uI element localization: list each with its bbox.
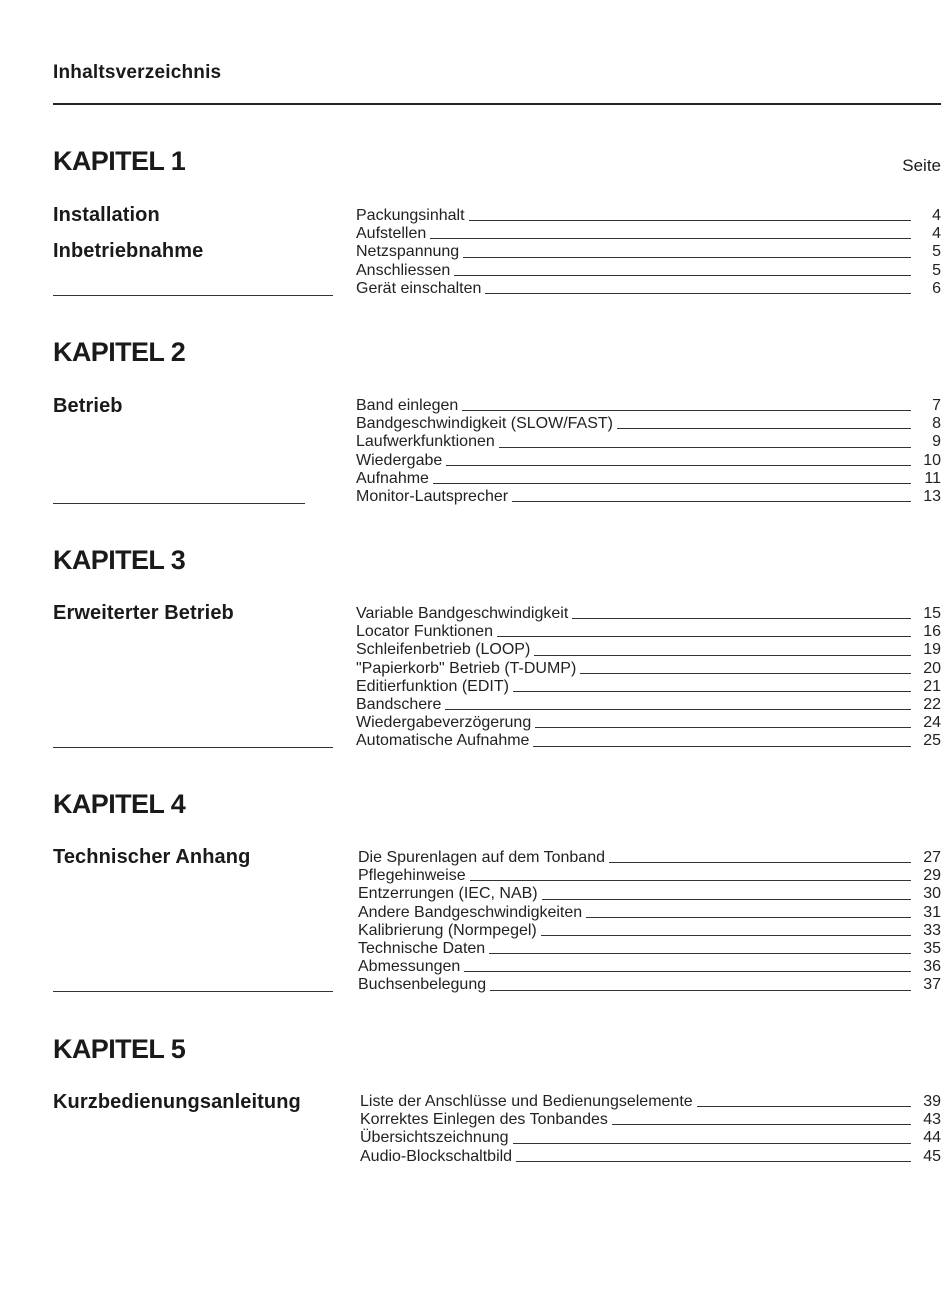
toc-leader [454,275,911,276]
section-title [53,1091,301,1127]
toc-entry-title: Pflegehinweise [358,867,466,885]
toc-entry-title: Technische Daten [358,939,486,957]
section-divider [53,503,305,504]
toc-entry-title: Gerät einschalten [356,279,482,297]
toc-leader [464,971,911,972]
toc-entry-title: Andere Bandgeschwindigkeiten [358,903,583,921]
toc-list [356,207,941,298]
toc-list [358,849,941,995]
toc-entry-title: Übersichtszeichnung [360,1129,509,1147]
toc-entry[interactable] [356,225,941,243]
toc-leader [617,428,911,429]
toc-entry[interactable] [356,660,941,678]
toc-entry[interactable] [356,605,941,623]
page-heading: Inhaltsverzeichnis [53,62,222,83]
toc-entry[interactable] [358,867,941,885]
toc-entry-title: Variable Bandgeschwindigkeit [356,605,569,622]
top-rule [53,103,941,105]
toc-leader [541,935,911,936]
toc-entry-title: Netzspannung [356,243,460,261]
toc-entry-title: Monitor-Lautsprecher [356,487,509,505]
toc-page-number: 16 [923,623,941,641]
toc-leader [463,257,911,258]
toc-page-number: 8 [932,415,941,433]
toc-entry[interactable] [356,470,941,488]
toc-leader [469,220,911,221]
toc-entry-title: Die Spurenlagen auf dem Tonband [358,849,605,866]
section-divider [53,747,333,748]
toc-entry[interactable] [356,488,941,506]
toc-entry-title: Packungsinhalt [356,207,465,224]
toc-entry[interactable] [356,415,941,433]
chapter-heading: KAPITEL 2 [53,337,186,367]
toc-page-number: 24 [923,714,941,732]
section-title [53,204,203,276]
toc-entry-title: Band einlegen [356,397,459,414]
toc-entry[interactable] [356,623,941,641]
toc-leader [497,636,911,637]
section-title [53,395,123,431]
toc-entry[interactable] [356,452,941,470]
toc-entry-title: Korrektes Einlegen des Tonbandes [360,1111,608,1129]
toc-leader [586,917,911,918]
toc-page-number: 44 [923,1129,941,1147]
chapter-heading: KAPITEL 3 [53,545,186,575]
section-title-line: Inbetriebnahme [53,240,204,262]
toc-entry[interactable] [356,397,941,415]
toc-entry[interactable] [356,243,941,261]
toc-entry[interactable] [358,958,941,976]
toc-page-number: 15 [923,605,941,622]
toc-entry-title: Liste der Anschlüsse und Bedienungselemente [360,1093,693,1110]
toc-leader [534,655,911,656]
toc-entry[interactable] [356,641,941,659]
toc-entry[interactable] [356,732,941,750]
toc-leader [446,465,911,466]
toc-page-number: 43 [923,1111,941,1129]
toc-leader [430,238,911,239]
toc-page-number: 13 [923,487,941,505]
toc-entry-title: Anschliessen [356,261,451,279]
toc-page-number: 19 [923,641,941,659]
toc-leader [470,880,911,881]
section-title-line: Erweiterter Betrieb [53,602,234,624]
section-title-line: Technischer Anhang [53,846,251,868]
toc-entry[interactable] [360,1148,941,1166]
toc-page-number: 29 [923,867,941,885]
toc-entry[interactable] [356,280,941,298]
toc-page-number: 11 [924,469,941,487]
chapter-heading: KAPITEL 4 [53,789,186,819]
toc-entry-title: "Papierkorb" Betrieb (T-DUMP) [356,659,577,677]
toc-page-number: 45 [923,1147,941,1165]
toc-page-number: 22 [923,695,941,713]
toc-leader [513,1143,911,1144]
chapter-heading: KAPITEL 1 [53,146,186,176]
toc-leader [433,483,911,484]
toc-page-number: 25 [923,732,941,750]
section-title [53,602,234,638]
toc-entry-title: Bandgeschwindigkeit (SLOW/FAST) [356,415,613,433]
page-column-label: Seite [902,156,941,175]
toc-page-number: 37 [923,976,941,994]
toc-leader [512,501,911,502]
toc-entry[interactable] [358,885,941,903]
toc-page-number: 35 [923,939,941,957]
toc-leader [535,727,911,728]
section-divider [53,295,333,296]
toc-entry-title: Schleifenbetrieb (LOOP) [356,641,531,659]
section-title [53,846,250,882]
toc-entry-title: Laufwerkfunktionen [356,433,495,451]
toc-list [356,605,941,751]
toc-entry-title: Entzerrungen (IEC, NAB) [358,885,538,903]
toc-leader [462,410,911,411]
toc-list [356,397,941,506]
toc-page-number: 7 [932,397,941,414]
toc-page-number: 5 [932,243,941,261]
toc-entry[interactable] [356,433,941,451]
toc-entry[interactable] [358,904,941,922]
toc-entry[interactable] [360,1111,941,1129]
toc-entry[interactable] [358,849,941,867]
toc-entry-title: Aufnahme [356,469,429,487]
toc-page-number: 27 [923,849,941,866]
toc-page-number: 4 [932,207,941,224]
toc-entry[interactable] [358,922,941,940]
toc-page-number: 4 [932,225,941,243]
toc-leader [609,862,911,863]
toc-page-number: 9 [932,433,941,451]
toc-entry-title: Editierfunktion (EDIT) [356,677,509,695]
toc-leader [489,953,911,954]
toc-entry-title: Abmessungen [358,958,461,976]
toc-entry-title: Buchsenbelegung [358,976,487,994]
chapter-heading: KAPITEL 5 [53,1034,186,1064]
toc-list [360,1093,941,1166]
section-divider [53,991,333,992]
toc-entry[interactable] [356,207,941,225]
toc-entry-title: Automatische Aufnahme [356,732,530,750]
toc-leader [533,746,911,747]
toc-leader [542,899,911,900]
toc-page-number: 33 [923,921,941,939]
toc-page-number: 30 [923,885,941,903]
toc-page-number: 20 [923,659,941,677]
toc-leader [513,691,911,692]
toc-leader [572,618,911,619]
toc-leader [490,990,911,991]
toc-entry-title: Wiedergabeverzögerung [356,714,532,732]
toc-leader [697,1106,911,1107]
section-title-line: Kurzbedienungsanleitung [53,1091,301,1113]
toc-entry[interactable] [360,1093,941,1111]
toc-page-number: 36 [923,958,941,976]
toc-entry-title: Locator Funktionen [356,623,493,641]
toc-entry[interactable] [360,1129,941,1147]
toc-leader [499,447,911,448]
toc-page-number: 6 [932,279,941,297]
toc-entry-title: Wiedergabe [356,451,443,469]
toc-entry[interactable] [356,262,941,280]
toc-page-number: 39 [923,1093,941,1110]
toc-entry-title: Aufstellen [356,225,427,243]
toc-leader [516,1161,911,1162]
toc-page-number: 10 [923,451,941,469]
toc-leader [612,1124,911,1125]
toc-entry-title: Audio-Blockschaltbild [360,1147,513,1165]
toc-entry[interactable] [356,696,941,714]
toc-entry-title: Kalibrierung (Normpegel) [358,921,537,939]
toc-leader [580,673,911,674]
toc-entry[interactable] [358,940,941,958]
toc-page-number: 21 [923,677,941,695]
toc-entry[interactable] [358,976,941,994]
section-title-line: Installation [53,204,160,226]
toc-entry[interactable] [356,714,941,732]
toc-page-number: 31 [923,903,941,921]
toc-leader [485,293,911,294]
toc-leader [445,709,911,710]
toc-entry[interactable] [356,678,941,696]
toc-page-number: 5 [932,261,941,279]
section-title-line: Betrieb [53,395,123,417]
toc-entry-title: Bandschere [356,695,442,713]
